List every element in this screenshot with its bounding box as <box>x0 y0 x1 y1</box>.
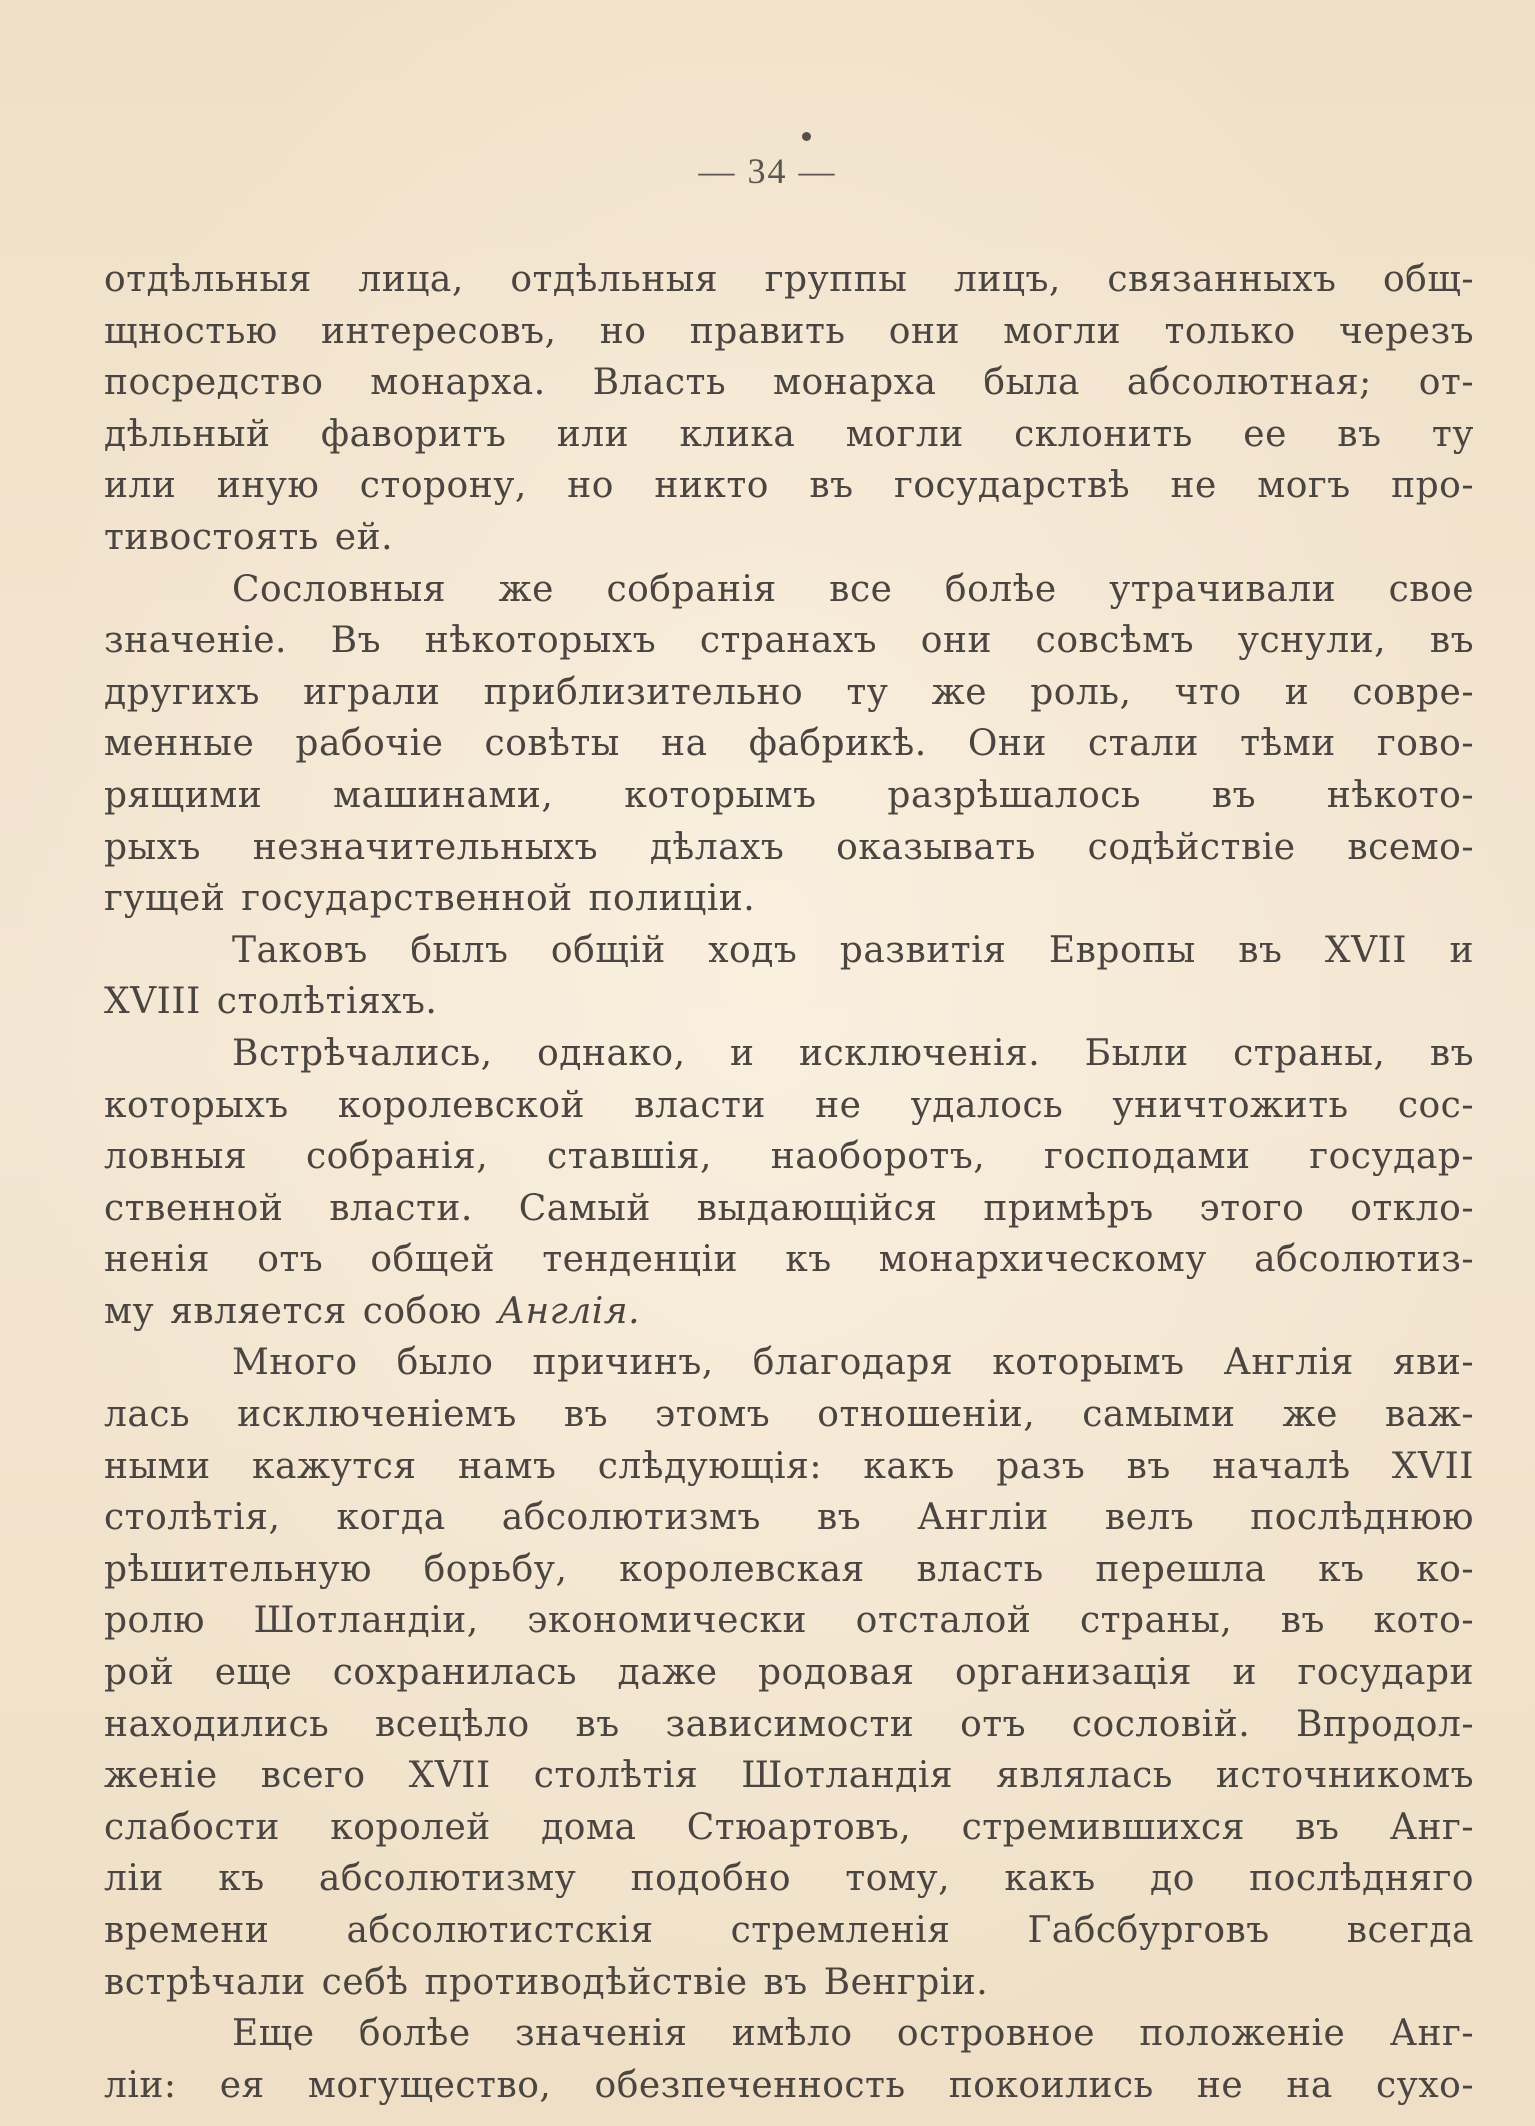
text-line <box>104 976 1474 1028</box>
text-line-content: слабости королей дома Стюартовъ, стремившихся въ Анг- <box>104 1806 1474 1848</box>
text-line <box>104 1544 1474 1596</box>
text-line-content: или иную сторону, но никто въ государствѣ не могъ про- <box>104 465 1474 507</box>
text-line <box>104 1131 1474 1183</box>
text-line-content: рѣшительную борьбу, королевская власть перешла къ ко- <box>104 1548 1474 1590</box>
text-line <box>104 1905 1474 1957</box>
text-line-content: ненія отъ общей тенденціи къ монархическому абсолютиз- <box>104 1239 1474 1281</box>
text-line-content: времени абсолютистскія стремленія Габсбурговъ всегда <box>104 1910 1474 1951</box>
text-line-content: рой еще сохранилась даже родовая организація и государи <box>104 1652 1474 1694</box>
text-line <box>104 1647 1474 1699</box>
text-line <box>104 1389 1474 1441</box>
text-line-content: Встрѣчались, однако, и исключенія. Были страны, въ <box>232 1032 1474 1074</box>
text-line <box>104 925 1474 977</box>
text-line-content: женіе всего XVII столѣтія Шотландія являлась источникомъ <box>104 1755 1474 1797</box>
text-line-content: XVIII столѣтіяхъ. <box>104 981 438 1023</box>
text-line-content: ліи: ея могущество, обезпеченность покоились не на сухо- <box>104 2064 1474 2106</box>
text-line-content: Сословныя же собранія все болѣе утрачивали свое <box>232 568 1474 610</box>
text-line-content: тивостоять ей. <box>104 516 394 558</box>
text-line-content: значеніе. Въ нѣкоторыхъ странахъ они совсѣмъ уснули, въ <box>104 620 1474 662</box>
text-line-content: столѣтія, когда абсолютизмъ въ Англіи велъ послѣднюю <box>104 1497 1474 1539</box>
italic-word: Англія. <box>497 1290 641 1332</box>
text-line <box>104 873 1474 925</box>
text-line-content: Много было причинъ, благодаря которымъ Англія яви- <box>232 1342 1474 1384</box>
text-line-content: рыхъ незначительныхъ дѣлахъ оказывать содѣйствіе всемо- <box>104 826 1474 868</box>
text-line-content: рящими машинами, которымъ разрѣшалось въ нѣкото- <box>104 774 1474 816</box>
text-line <box>104 357 1474 409</box>
text-line-content: которыхъ королевской власти не удалось уничтожить сос- <box>104 1084 1474 1126</box>
text-line <box>104 718 1474 770</box>
text-line <box>104 1441 1474 1493</box>
text-line-content: ролю Шотландіи, экономически отсталой страны, въ кото- <box>104 1600 1474 1642</box>
text-line-content: находились всецѣло въ зависимости отъ сословій. Впродол- <box>104 1703 1474 1745</box>
text-line <box>104 1234 1474 1286</box>
page-number: — 34 — <box>698 151 837 191</box>
text-line <box>104 822 1474 874</box>
text-line-content: щностью интересовъ, но править они могли только черезъ <box>104 310 1474 352</box>
text-line <box>104 770 1474 822</box>
text-line <box>104 1802 1474 1854</box>
text-line <box>104 409 1474 461</box>
text-line-content: лась исключеніемъ въ этомъ отношеніи, самыми же важ- <box>104 1394 1474 1436</box>
text-line-content: дѣльный фаворитъ или клика могли склонить ее въ ту <box>104 413 1474 455</box>
text-line-content: ными кажутся намъ слѣдующія: какъ разъ въ началѣ XVII <box>104 1445 1474 1487</box>
text-line-content: посредство монарха. Власть монарха была абсолютная; от- <box>104 362 1474 404</box>
text-line <box>104 254 1474 306</box>
text-line <box>104 460 1474 512</box>
text-line-content: му является собою <box>104 1290 482 1332</box>
text-line-content: встрѣчали себѣ противодѣйствіе въ Венгріи. <box>104 1961 989 2003</box>
text-line <box>104 1337 1474 1389</box>
text-line <box>104 306 1474 358</box>
text-line <box>104 1853 1474 1905</box>
text-line <box>104 1699 1474 1751</box>
text-line <box>104 1492 1474 1544</box>
text-line-content: ловныя собранія, ставшія, наоборотъ, господами государ- <box>104 1136 1474 1178</box>
text-line <box>104 667 1474 719</box>
ink-speck <box>802 132 811 141</box>
text-line <box>104 1595 1474 1647</box>
text-line <box>104 2060 1474 2112</box>
text-line-content: менные рабочіе совѣты на фабрикѣ. Они стали тѣми гово- <box>104 723 1474 765</box>
text-line <box>104 564 1474 616</box>
text-line-content: отдѣльныя лица, отдѣльныя группы лицъ, связанныхъ общ- <box>104 259 1474 300</box>
text-line <box>104 1750 1474 1802</box>
text-line-content: ліи къ абсолютизму подобно тому, какъ до послѣдняго <box>104 1858 1474 1900</box>
text-line-content: ственной власти. Самый выдающійся примѣръ этого откло- <box>104 1187 1474 1229</box>
text-line-content: гущей государственной полиціи. <box>104 878 756 920</box>
text-line-content: Еще болѣе значенія имѣло островное положеніе Анг- <box>232 2013 1474 2055</box>
text-line <box>104 512 1474 564</box>
text-line <box>104 1028 1474 1080</box>
text-line-content: другихъ играли приблизительно ту же роль, что и совре- <box>104 671 1474 713</box>
text-line <box>104 2008 1474 2060</box>
text-line-content: Таковъ былъ общій ходъ развитія Европы въ XVII и <box>232 929 1474 971</box>
text-line <box>104 1080 1474 1132</box>
text-line <box>104 1957 1474 2009</box>
text-line <box>104 1286 1474 1338</box>
text-line <box>104 615 1474 667</box>
body-text <box>104 254 1474 2111</box>
text-line <box>104 1183 1474 1235</box>
